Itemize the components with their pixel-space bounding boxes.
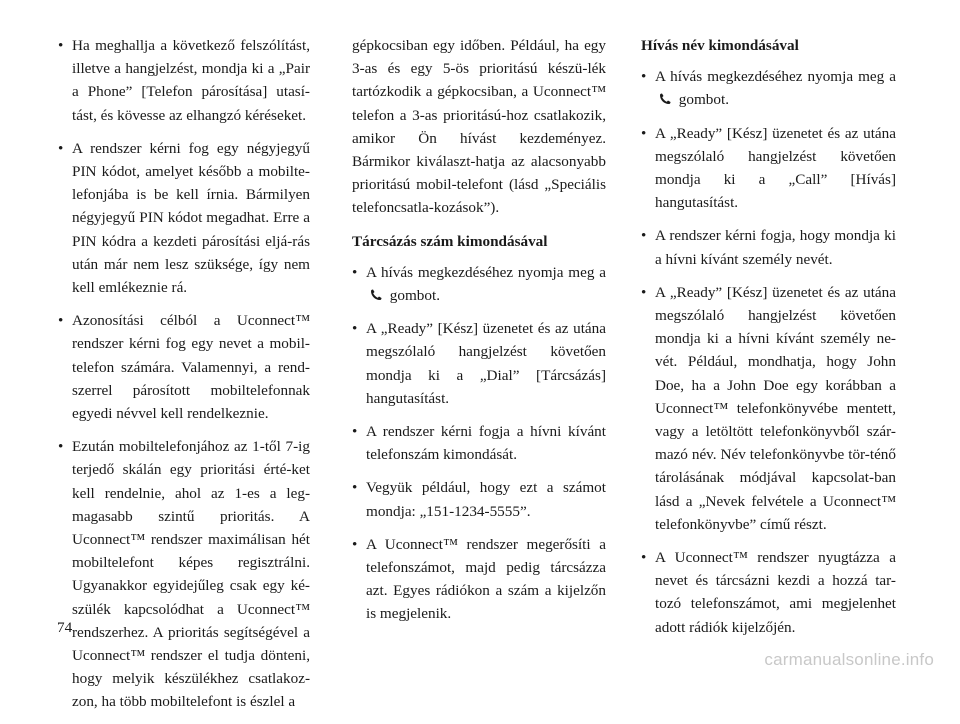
phone-handset-icon (370, 285, 384, 297)
column-1 (58, 34, 310, 724)
list-item: • A Uconnect™ rendszer nyugtázza a nevet és tárcsázni kezdi a hozzá tar-tozó telefonszámot, ami megjelenhet adott rádiók kijelzőjén. (641, 546, 896, 639)
list-item: • A „Ready” [Kész] üzenetet és az utána megszólaló hangjelzést követően mondja ki a hívni kívánt személy ne-vét. Például, mondhatja, hogy John Doe, ha a John Doe egy korábban a Uconnect™ telefonkönyvébe mentett, vagy a letöltött telefonkönyvből szár-mazó név. Név telefonkönyvbe tör-ténő tárolásának módjával kapcsolat-ban lásd a „Nevek felvétele a Uconnect™ telefonkönyvbe” című részt. (641, 281, 896, 536)
press-text: A hívás megkezdéséhez nyomja meg a (655, 68, 896, 86)
button-word: gombot. (389, 287, 441, 305)
list-item: • Vegyük például, hogy ezt a számot mondja: „151-1234-5555”. (352, 476, 606, 522)
list-item: • Azonosítási célból a Uconnect™ rendszer kérni fog egy nevet a mobil-telefon számára. Valamennyi, a rend-szerrel párosított mobiltelefonnak egyedi névvel kell rendelkeznie. (58, 309, 310, 425)
list-item: • A rendszer kérni fogja, hogy mondja ki a hívni kívánt személy nevét. (641, 224, 896, 270)
list-item: • Ha meghallja a következő felszólítást, illetve a hangjelzést, mondja ki a „Pair a Phone” [Telefon párosítása] utasí-tást, és kövesse az elhangzó kéréseket. (58, 34, 310, 127)
list-item-press-phone (352, 261, 606, 307)
list-item: • A „Ready” [Kész] üzenetet és az utána megszólaló hangjelzést követően mondja ki a „Call” [Hívás] hangutasítást. (641, 122, 896, 215)
bullet-list (352, 261, 606, 626)
list-item: • A Uconnect™ rendszer megerősíti a telefonszámot, majd pedig tárcsázza azt. Egyes rádiókon a szám a kijelzőn is megjelenik. (352, 533, 606, 626)
press-text: A hívás megkezdéséhez nyomja meg a (366, 263, 606, 281)
watermark: carmanualsonline.info (764, 650, 934, 669)
list-item: • Ezután mobiltelefonjához az 1-től 7-ig terjedő skálán egy prioritási érté-ket kell rendelnie, ahol az 1-es a leg-magasabb szintű prioritás. A Uconnect™ rendszer maximálisan hét mobiltelefont képes regisztrálni. Ugyanakkor egyidejűleg csak egy ké-szülék kapcsolódhat a Uconnect™ rendszerhez. A prioritás segítségével a Uconnect™ rendszer el tudja dönteni, hogy melyik készülékhez csatlakoz-zon, ha több mobiltelefont is észlel a (58, 435, 310, 713)
list-item: • A „Ready” [Kész] üzenetet és az utána megszólaló hangjelzést követően mondja ki a „Dial” [Tárcsázás] hangutasítást. (352, 317, 606, 410)
list-item: • A rendszer kérni fogja a hívni kívánt telefonszám kimondását. (352, 420, 606, 466)
button-word: gombot. (678, 91, 730, 109)
bullet-list (58, 34, 310, 714)
list-item: • A rendszer kérni fog egy négyjegyű PIN kódot, amelyet később a mobilte-lefonjába is be kell írnia. Bármilyen négyjegyű PIN kódot megadhat. Erre a PIN kódra a kezdeti párosítási eljá-rás után már nem lesz szüksége, így nem kell emlékeznie rá. (58, 137, 310, 299)
phone-handset-icon (659, 89, 673, 101)
continued-paragraph: gépkocsiban egy időben. Például, ha egy 3-as és egy 5-ös prioritású készü-lék tartózkodik a gépkocsiban, a Uconnect™ telefon a 3-as prioritású-hoz csatlakozik, amikor Ön hívást kezdeményez. Bármikor kiválaszt-hatja az alacsonyabb prioritású mobil-telefont (lásd „Speciális telefoncsatla-kozások”). (352, 37, 606, 217)
column-2 (352, 34, 606, 636)
bullet-list (641, 65, 896, 639)
section-heading-dial-by-number: Tárcsázás szám kimondásával (352, 232, 548, 250)
column-3 (641, 34, 896, 649)
section-heading-call-by-name: Hívás név kimondásával (641, 37, 799, 54)
page-number: 74 (57, 619, 73, 636)
list-item-press-phone (641, 65, 896, 111)
